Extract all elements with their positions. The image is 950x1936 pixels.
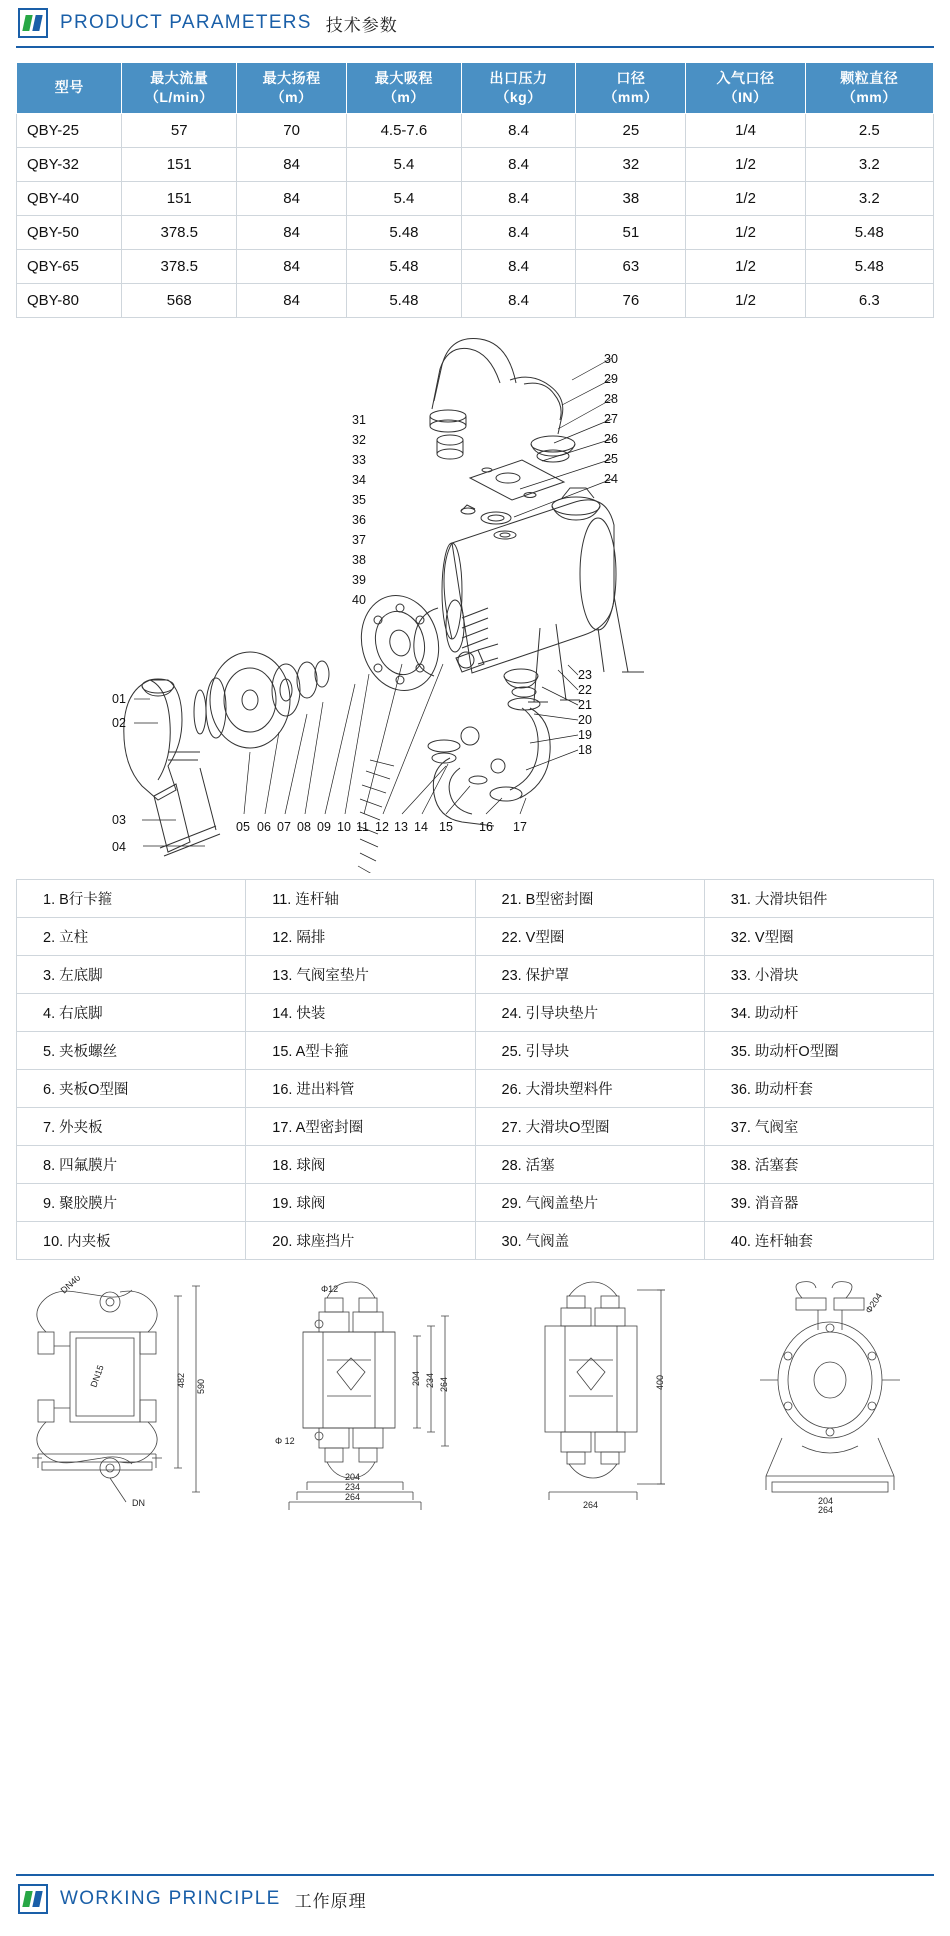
callout-06: 06	[257, 819, 271, 834]
callout-15: 15	[439, 819, 453, 834]
callout-11: 11	[356, 819, 369, 834]
cell-air-inlet: 1/2	[686, 181, 805, 215]
cell-max-head: 70	[237, 113, 347, 147]
cell-particle-diameter: 6.3	[805, 283, 933, 317]
dim-label-482: 482	[176, 1372, 186, 1388]
table-row	[17, 147, 934, 181]
legend-item: 40. 连杆轴套	[704, 1221, 933, 1259]
legend-item: 18. 球阀	[246, 1145, 475, 1183]
legend-item: 23. 保护罩	[475, 955, 704, 993]
cell-model: QBY-50	[17, 215, 122, 249]
cell-air-inlet: 1/2	[686, 283, 805, 317]
legend-row	[17, 1107, 934, 1145]
dimension-drawings	[0, 1260, 950, 1521]
callout-28: 28	[604, 391, 618, 406]
legend-item: 26. 大滑块塑料件	[475, 1069, 704, 1107]
callout-34: 34	[352, 472, 366, 487]
legend-row	[17, 1221, 934, 1259]
dimension-drawing-side	[267, 1276, 467, 1521]
callout-26: 26	[604, 431, 618, 446]
front-view-svg	[18, 1276, 230, 1516]
cell-air-inlet: 1/2	[686, 147, 805, 181]
cell-bore: 76	[576, 283, 686, 317]
legend-item: 15. A型卡箍	[246, 1031, 475, 1069]
cell-model: QBY-80	[17, 283, 122, 317]
cell-max-suction: 5.4	[347, 181, 462, 215]
cell-model: QBY-65	[17, 249, 122, 283]
legend-item: 6. 夹板O型圈	[17, 1069, 246, 1107]
footer-title-en: WORKING PRINCIPLE	[60, 1888, 281, 1909]
col-header-bore: 口径 （mm）	[576, 63, 686, 114]
callout-38: 38	[352, 552, 366, 567]
cell-max-flow: 151	[122, 147, 237, 181]
cell-max-head: 84	[237, 283, 347, 317]
callout-03: 03	[112, 812, 126, 827]
callout-01: 01	[112, 691, 126, 706]
callout-31: 31	[352, 412, 366, 427]
legend-item: 39. 消音器	[704, 1183, 933, 1221]
dimension-drawing-top	[742, 1276, 932, 1521]
cell-bore: 63	[576, 249, 686, 283]
legend-item: 35. 助动杆O型圈	[704, 1031, 933, 1069]
parts-legend-table	[16, 879, 934, 1260]
cell-max-head: 84	[237, 181, 347, 215]
cell-outlet-pressure: 8.4	[461, 113, 576, 147]
legend-item: 37. 气阀室	[704, 1107, 933, 1145]
cell-max-head: 84	[237, 147, 347, 181]
cell-air-inlet: 1/4	[686, 113, 805, 147]
dim-label-590: 590	[196, 1378, 206, 1394]
callout-21: 21	[578, 697, 592, 712]
callout-40: 40	[352, 592, 366, 607]
legend-item: 34. 助动杆	[704, 993, 933, 1031]
cell-particle-diameter: 5.48	[805, 249, 933, 283]
cell-max-suction: 5.48	[347, 215, 462, 249]
legend-item: 5. 夹板螺丝	[17, 1031, 246, 1069]
parameters-table	[16, 62, 934, 318]
legend-item: 22. V型圈	[475, 917, 704, 955]
legend-item: 38. 活塞套	[704, 1145, 933, 1183]
legend-row	[17, 1031, 934, 1069]
section-title-en: PRODUCT PARAMETERS	[60, 12, 312, 33]
callout-29: 29	[604, 371, 618, 386]
table-header-row	[17, 63, 934, 114]
cell-model: QBY-32	[17, 147, 122, 181]
legend-row	[17, 1069, 934, 1107]
company-logo-icon	[18, 8, 48, 38]
callout-23: 23	[578, 667, 592, 682]
cell-particle-diameter: 5.48	[805, 215, 933, 249]
cell-model: QBY-25	[17, 113, 122, 147]
dim-label-204-top: 204	[817, 1495, 834, 1506]
callout-27: 27	[604, 411, 618, 426]
legend-item: 10. 内夹板	[17, 1221, 246, 1259]
legend-item: 9. 聚胶膜片	[17, 1183, 246, 1221]
legend-item: 29. 气阀盖垫片	[475, 1183, 704, 1221]
cell-air-inlet: 1/2	[686, 249, 805, 283]
callout-09: 09	[317, 819, 331, 834]
legend-item: 1. B行卡箍	[17, 879, 246, 917]
dimension-drawing-rear	[505, 1276, 705, 1521]
cell-particle-diameter: 3.2	[805, 181, 933, 215]
legend-item: 31. 大滑块铝件	[704, 879, 933, 917]
callout-24: 24	[604, 471, 618, 486]
col-header-max-head: 最大扬程 （m）	[237, 63, 347, 114]
cell-max-flow: 378.5	[122, 215, 237, 249]
legend-item: 16. 进出料管	[246, 1069, 475, 1107]
cell-bore: 38	[576, 181, 686, 215]
callout-12: 12	[375, 819, 389, 834]
cell-air-inlet: 1/2	[686, 215, 805, 249]
legend-row	[17, 1183, 934, 1221]
callout-33: 33	[352, 452, 366, 467]
footer-title-cn: 工作原理	[294, 1891, 367, 1911]
cell-max-suction: 4.5-7.6	[347, 113, 462, 147]
callout-35: 35	[352, 492, 366, 507]
cell-outlet-pressure: 8.4	[461, 215, 576, 249]
legend-item: 20. 球座挡片	[246, 1221, 475, 1259]
company-logo-icon	[18, 1884, 48, 1914]
cell-max-flow: 151	[122, 181, 237, 215]
table-row	[17, 113, 934, 147]
col-header-model: 型号	[17, 63, 122, 114]
callout-30: 30	[604, 351, 618, 366]
legend-item: 21. B型密封圈	[475, 879, 704, 917]
callout-08: 08	[297, 819, 311, 834]
parts-legend-container	[0, 873, 950, 1260]
exploded-view-diagram	[0, 328, 950, 873]
cell-particle-diameter: 3.2	[805, 147, 933, 181]
legend-item: 24. 引导块垫片	[475, 993, 704, 1031]
legend-item: 8. 四氟膜片	[17, 1145, 246, 1183]
dim-label-dn15: DN15	[88, 1363, 106, 1389]
callout-22: 22	[578, 682, 592, 697]
dim-label-204-h: 204	[345, 1471, 361, 1482]
dim-label-264-rear: 264	[582, 1499, 598, 1510]
col-header-particle-diameter: 颗粒直径 （mm）	[805, 63, 933, 114]
callout-18: 18	[578, 742, 592, 757]
legend-row	[17, 1145, 934, 1183]
col-header-max-suction: 最大吸程 （m）	[347, 63, 462, 114]
legend-item: 28. 活塞	[475, 1145, 704, 1183]
legend-item: 14. 快装	[246, 993, 475, 1031]
legend-item: 7. 外夹板	[17, 1107, 246, 1145]
callout-25: 25	[604, 451, 618, 466]
callout-19: 19	[578, 727, 592, 742]
working-principle-section	[0, 1874, 950, 1922]
col-header-max-flow: 最大流量 （L/min）	[122, 63, 237, 114]
callout-36: 36	[352, 512, 366, 527]
cell-max-flow: 378.5	[122, 249, 237, 283]
cell-outlet-pressure: 8.4	[461, 283, 576, 317]
cell-model: QBY-40	[17, 181, 122, 215]
cell-bore: 51	[576, 215, 686, 249]
dim-label-phi12-top: Φ12	[321, 1283, 339, 1294]
dim-label-264-top: 264	[817, 1504, 834, 1515]
table-row	[17, 283, 934, 317]
legend-item: 12. 隔排	[246, 917, 475, 955]
legend-item: 4. 右底脚	[17, 993, 246, 1031]
legend-row	[17, 955, 934, 993]
working-principle-header	[0, 1876, 950, 1922]
callout-02: 02	[112, 715, 126, 730]
dim-label-dn40: DN40	[58, 1275, 83, 1296]
legend-row	[17, 917, 934, 955]
product-parameters-header	[0, 0, 950, 46]
callout-17: 17	[513, 819, 527, 834]
section-title-cn: 技术参数	[325, 15, 398, 35]
table-row	[17, 215, 934, 249]
dim-label-400: 400	[654, 1374, 665, 1390]
cell-max-suction: 5.4	[347, 147, 462, 181]
top-view-svg	[742, 1276, 932, 1516]
parameters-table-container	[0, 48, 950, 318]
callout-04: 04	[112, 839, 126, 854]
exploded-view-svg	[0, 328, 950, 873]
cell-bore: 32	[576, 147, 686, 181]
legend-item: 27. 大滑块O型圈	[475, 1107, 704, 1145]
table-row	[17, 181, 934, 215]
side-view-svg	[267, 1276, 467, 1516]
col-header-outlet-pressure: 出口压力 （kg）	[461, 63, 576, 114]
legend-item: 19. 球阀	[246, 1183, 475, 1221]
dim-label-dn: DN	[132, 1497, 145, 1508]
dim-label-264-h: 264	[345, 1491, 361, 1502]
dim-label-204-v: 204	[411, 1370, 422, 1386]
cell-max-flow: 568	[122, 283, 237, 317]
cell-max-head: 84	[237, 249, 347, 283]
callout-10: 10	[337, 819, 351, 834]
cell-outlet-pressure: 8.4	[461, 181, 576, 215]
cell-particle-diameter: 2.5	[805, 113, 933, 147]
legend-item: 13. 气阀室垫片	[246, 955, 475, 993]
legend-item: 25. 引导块	[475, 1031, 704, 1069]
legend-item: 36. 助动杆套	[704, 1069, 933, 1107]
cell-outlet-pressure: 8.4	[461, 147, 576, 181]
callout-32: 32	[352, 432, 366, 447]
callout-39: 39	[352, 572, 366, 587]
legend-item: 32. V型圈	[704, 917, 933, 955]
cell-bore: 25	[576, 113, 686, 147]
callout-37: 37	[352, 532, 366, 547]
rear-view-svg	[505, 1276, 705, 1516]
cell-max-head: 84	[237, 215, 347, 249]
callout-13: 13	[394, 819, 408, 834]
cell-max-flow: 57	[122, 113, 237, 147]
legend-row	[17, 879, 934, 917]
dim-label-264-v: 264	[439, 1376, 450, 1392]
callout-16: 16	[479, 819, 493, 834]
dim-label-234-h: 234	[345, 1481, 361, 1492]
table-row	[17, 249, 934, 283]
legend-item: 33. 小滑块	[704, 955, 933, 993]
callout-05: 05	[236, 819, 250, 834]
dim-label-phi12-bottom: Φ 12	[275, 1435, 296, 1446]
legend-item: 30. 气阀盖	[475, 1221, 704, 1259]
callout-07: 07	[277, 819, 291, 834]
legend-item: 3. 左底脚	[17, 955, 246, 993]
legend-row	[17, 993, 934, 1031]
cell-outlet-pressure: 8.4	[461, 249, 576, 283]
dim-label-phi204: Φ204	[863, 1290, 885, 1315]
col-header-air-inlet: 入气口径 （IN）	[686, 63, 805, 114]
legend-item: 11. 连杆轴	[246, 879, 475, 917]
legend-item: 17. A型密封圈	[246, 1107, 475, 1145]
callout-20: 20	[578, 712, 592, 727]
callout-14: 14	[414, 819, 428, 834]
cell-max-suction: 5.48	[347, 283, 462, 317]
cell-max-suction: 5.48	[347, 249, 462, 283]
legend-item: 2. 立柱	[17, 917, 246, 955]
dim-label-234-v: 234	[425, 1372, 436, 1388]
dimension-drawing-front	[18, 1276, 230, 1521]
